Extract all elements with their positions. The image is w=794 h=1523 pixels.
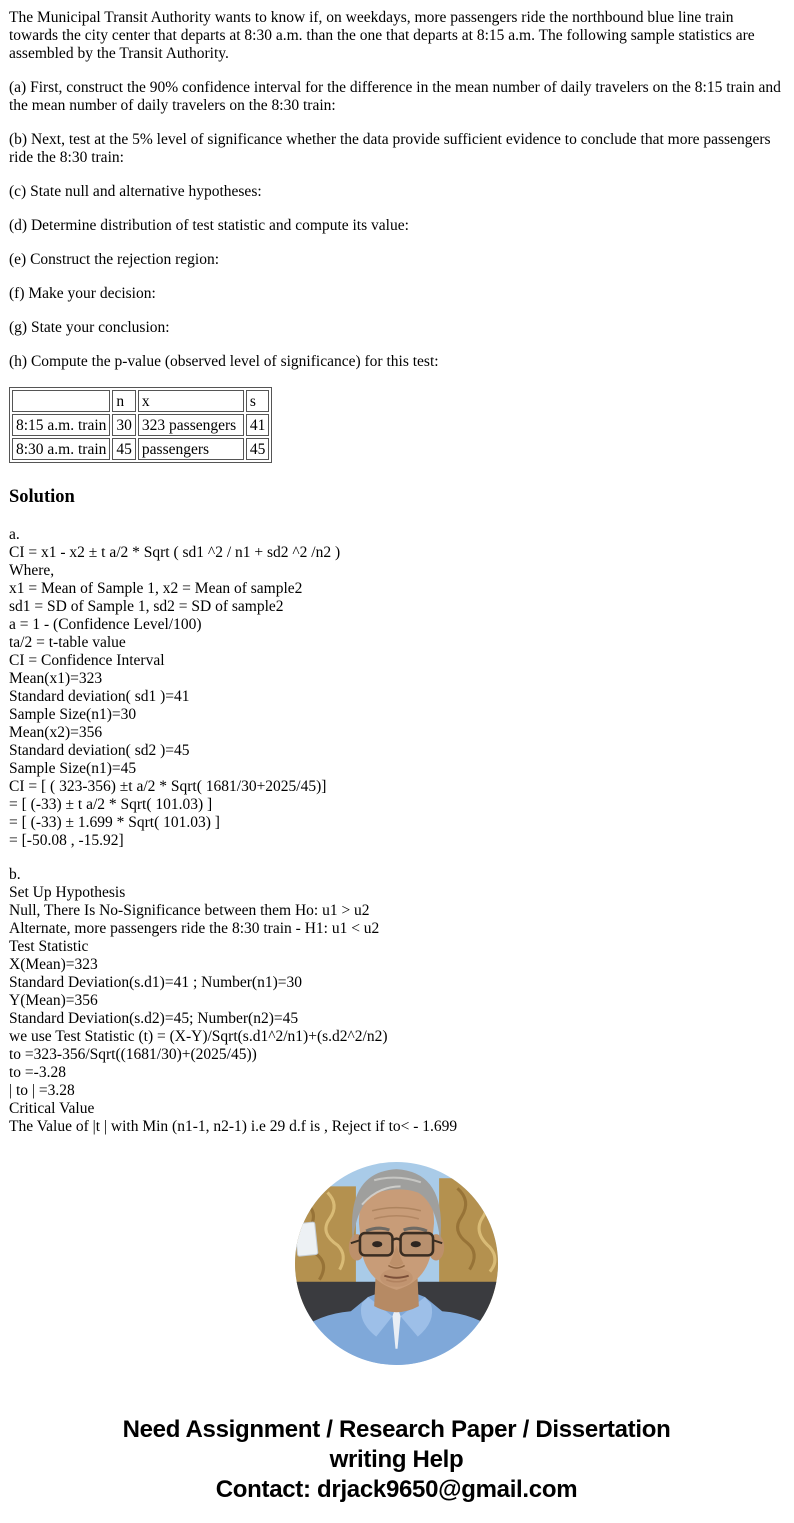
solution-line: CI = Confidence Interval	[9, 652, 165, 669]
footer-contact-email: Contact: drjack9650@gmail.com	[215, 1476, 578, 1503]
solution-part-b	[9, 866, 784, 1136]
header-x-cell: x	[138, 390, 244, 412]
solution-line: a = 1 - (Confidence Level/100)	[9, 616, 202, 633]
question-f: (f) Make your decision:	[9, 285, 156, 302]
tutor-photo-container	[9, 1162, 784, 1365]
solution-line: Standard deviation( sd2 )=45	[9, 742, 190, 759]
question-a: (a) First, construct the 90% confidence interval for the difference in the mean number of daily travelers on the 8:15 train and the mean number of daily travelers on the 8:30 train:	[9, 79, 781, 114]
solution-line: b.	[9, 866, 21, 883]
solution-line: to =323-356/Sqrt((1681/30)+(2025/45))	[9, 1046, 257, 1063]
solution-line: Mean(x1)=323	[9, 670, 103, 687]
help-footer	[9, 1415, 784, 1505]
solution-line: Null, There Is No-Significance between them Ho: u1 > u2	[9, 902, 370, 919]
footer-heading-line1: Need Assignment / Research Paper / Dissertation	[122, 1416, 671, 1443]
solution-part-a	[9, 526, 784, 850]
solution-line: X(Mean)=323	[9, 956, 98, 973]
solution-line: = [ (-33) ± t a/2 * Sqrt( 101.03) ]	[9, 796, 213, 813]
header-s-cell: s	[246, 390, 270, 412]
solution-line: | to | =3.28	[9, 1082, 75, 1099]
solution-line: CI = [ ( 323-356) ±t a/2 * Sqrt( 1681/30+2025/45)]	[9, 778, 327, 795]
solution-line: = [ (-33) ± 1.699 * Sqrt( 101.03) ]	[9, 814, 220, 831]
header-empty-cell	[12, 390, 110, 412]
solution-line: Standard deviation( sd1 )=41	[9, 688, 190, 705]
row-s-cell: 45	[246, 438, 270, 460]
row-n-cell: 45	[112, 438, 136, 460]
row-label-cell: 8:15 a.m. train	[12, 414, 110, 436]
question-d: (d) Determine distribution of test statistic and compute its value:	[9, 217, 409, 234]
intro-paragraph: The Municipal Transit Authority wants to know if, on weekdays, more passengers ride the northbound blue line train towards the city center that departs at 8:30 a.m. than the one that departs at 8:15 a.m. The following sample statistics are assembled by the Transit Authority.	[9, 9, 755, 62]
solution-heading: Solution	[9, 487, 75, 507]
solution-line: Critical Value	[9, 1100, 95, 1117]
question-b: (b) Next, test at the 5% level of significance whether the data provide sufficient evidence to conclude that more passengers ride the 8:30 train:	[9, 131, 771, 166]
solution-line: The Value of |t | with Min (n1-1, n2-1) i.e 29 d.f is , Reject if to< - 1.699	[9, 1118, 458, 1135]
row-x-cell: 323 passengers	[138, 414, 244, 436]
question-c: (c) State null and alternative hypotheses:	[9, 183, 262, 200]
row-s-cell: 41	[246, 414, 270, 436]
solution-line: Y(Mean)=356	[9, 992, 98, 1009]
row-n-cell: 30	[112, 414, 136, 436]
solution-line: Sample Size(n1)=30	[9, 706, 137, 723]
solution-line: Test Statistic	[9, 938, 89, 955]
solution-line: we use Test Statistic (t) = (X-Y)/Sqrt(s.d1^2/n1)+(s.d2^2/n2)	[9, 1028, 388, 1045]
question-e: (e) Construct the rejection region:	[9, 251, 220, 268]
sample-statistics-table	[9, 387, 272, 463]
footer-heading-line2: writing Help	[329, 1446, 464, 1473]
question-h: (h) Compute the p-value (observed level of significance) for this test:	[9, 353, 439, 370]
table-row	[12, 414, 269, 436]
header-n-cell: n	[112, 390, 136, 412]
solution-line: Sample Size(n1)=45	[9, 760, 137, 777]
solution-line: Standard Deviation(s.d1)=41 ; Number(n1)=30	[9, 974, 302, 991]
row-label-cell: 8:30 a.m. train	[12, 438, 110, 460]
solution-line: Set Up Hypothesis	[9, 884, 126, 901]
solution-line: sd1 = SD of Sample 1, sd2 = SD of sample2	[9, 598, 284, 615]
solution-line: to =-3.28	[9, 1064, 66, 1081]
table-header-row	[12, 390, 269, 412]
solution-line: Mean(x2)=356	[9, 724, 103, 741]
solution-line: Where,	[9, 562, 55, 579]
solution-line: a.	[9, 526, 20, 543]
solution-line: CI = x1 - x2 ± t a/2 * Sqrt ( sd1 ^2 / n1 + sd2 ^2 /n2 )	[9, 544, 341, 561]
tutor-portrait-photo	[295, 1162, 498, 1365]
solution-line: Standard Deviation(s.d2)=45; Number(n2)=45	[9, 1010, 299, 1027]
solution-line: ta/2 = t-table value	[9, 634, 126, 651]
row-x-cell: passengers	[138, 438, 244, 460]
solution-line: Alternate, more passengers ride the 8:30 train - H1: u1 < u2	[9, 920, 380, 937]
table-row	[12, 438, 269, 460]
solution-line: = [-50.08 , -15.92]	[9, 832, 124, 849]
question-g: (g) State your conclusion:	[9, 319, 170, 336]
solution-line: x1 = Mean of Sample 1, x2 = Mean of sample2	[9, 580, 303, 597]
